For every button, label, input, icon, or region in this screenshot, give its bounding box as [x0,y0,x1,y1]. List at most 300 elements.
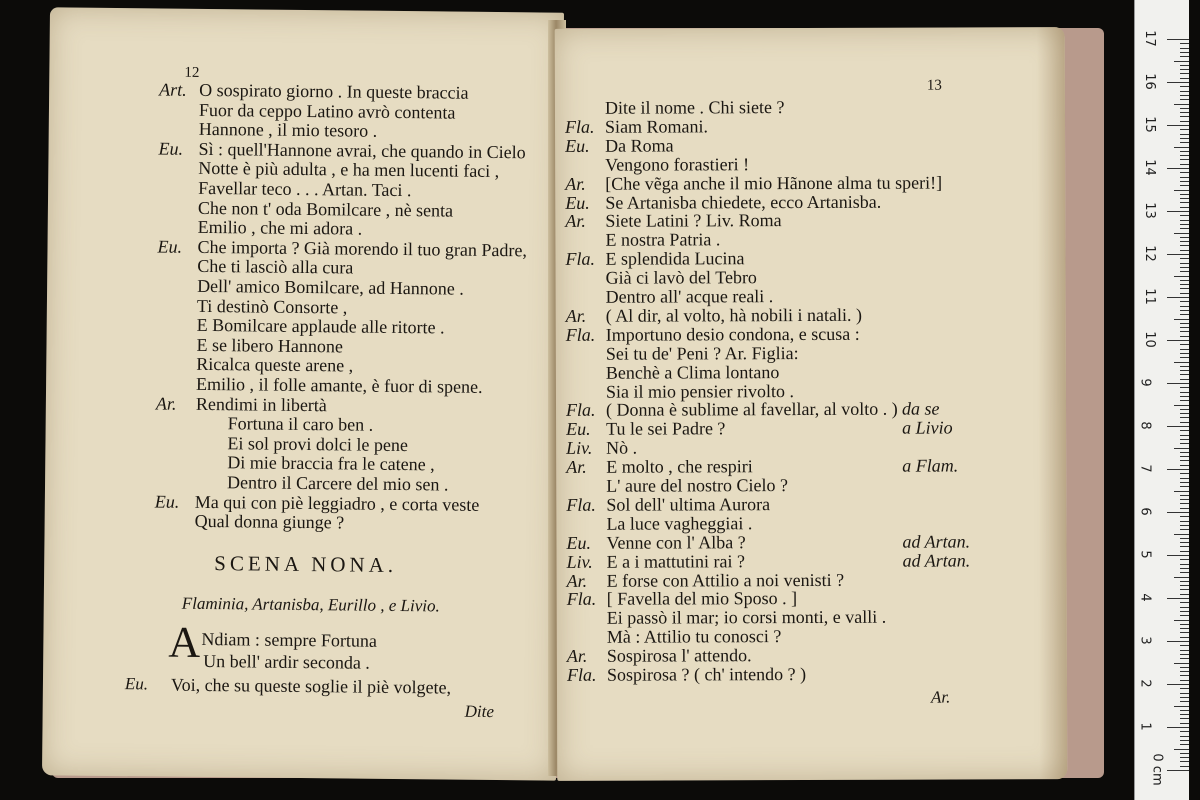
scene-characters: Flaminia, Artanisba, Eurillo , e Livio. [181,593,440,616]
line-text: Siam Romani. [604,116,709,137]
ruler-tick [1180,293,1189,294]
ruler-tick [1180,714,1189,715]
ruler-tick [1167,125,1189,126]
text-line [557,569,1067,591]
ruler-tick [1180,224,1189,225]
ruler-tick [1174,147,1189,148]
line-text: Ei passò il mar; io corsi monti, e valli . [606,607,887,629]
text-line: Voi, che su queste soglie il piè volgete, [170,674,452,698]
ruler-tick [1180,581,1189,582]
ruler-tick [1180,155,1189,156]
ruler-tick [1180,198,1189,199]
speaker-label: Ar. [566,570,588,591]
ruler-tick [1180,43,1189,44]
line-text: Che ti lasciò alla cura [197,256,354,278]
text-line [555,191,1065,213]
ruler-tick [1180,538,1189,539]
text-line [557,550,1067,572]
text-line [45,471,559,495]
ruler-tick [1180,245,1189,246]
line-text: Notte è più adulta , e ha men lucenti faci , [198,158,500,182]
ruler-tick [1180,331,1189,332]
speaker-label: Ar. [565,211,586,232]
measuring-ruler [1134,0,1189,800]
text-line [556,304,1066,326]
ruler-tick [1180,736,1189,737]
text-line [49,119,563,141]
ruler-tick [1167,727,1189,728]
ruler-tick [1180,546,1189,547]
line-text: ( Donna è sublime al favellar, al volto . ) [605,399,898,421]
ruler-tick [1180,241,1189,242]
ruler-label: 7 [1137,464,1153,473]
text-line [46,412,560,435]
speaker-label: Eu. [124,674,149,694]
ruler-tick [1180,516,1189,517]
ruler-tick [1180,263,1189,264]
text-line [557,645,1067,666]
ruler-tick [1180,52,1189,53]
ruler-tick [1167,39,1189,40]
speaker-label: Fla. [566,664,597,685]
ruler-tick [1174,620,1189,621]
ruler-tick [1180,379,1189,380]
speaker-label: Art. [159,79,187,100]
ruler-tick [1180,288,1189,289]
line-text: Emilio , che mi adora . [197,217,363,239]
speaker-label: Liv. [566,437,593,459]
ruler-tick [1180,215,1189,216]
ruler-tick [1180,443,1189,444]
ruler-tick [1180,73,1189,74]
ruler-tick [1180,396,1189,397]
ruler-tick [1180,529,1189,530]
ruler-tick [1180,86,1189,87]
ruler-tick [1180,91,1189,92]
ruler-label: 11 [1141,288,1157,305]
line-text: Ricalca queste arene , [196,354,354,376]
line-text: Venne con l' Alba ? [606,531,746,553]
ruler-tick [1180,306,1189,307]
ruler-tick [1180,413,1189,414]
ruler-tick [1180,237,1189,238]
line-text: Importuno desio condona, e scusa : [605,323,860,345]
ruler-tick [1180,78,1189,79]
ruler-tick [1180,48,1189,49]
ruler-tick [1167,254,1189,255]
text-line [555,172,1065,194]
text-line [46,373,560,397]
left-page [42,7,564,780]
speaker-label: Liv. [566,551,593,572]
text-line [556,475,1066,496]
ruler-tick [1180,159,1189,160]
ruler-label: 12 [1141,245,1157,262]
ruler-tick [1180,271,1189,272]
ruler-tick [1180,151,1189,152]
ruler-tick [1180,495,1189,496]
ruler-tick [1180,551,1189,552]
ruler-tick [1180,654,1189,655]
ruler-tick [1180,349,1189,350]
text-line [557,664,1067,685]
ruler-tick [1180,482,1189,483]
ruler-tick [1180,615,1189,616]
ruler-tick [1180,284,1189,285]
line-text: E se libero Hannone [196,334,344,357]
ruler-tick [1180,314,1189,315]
ruler-tick [1180,108,1189,109]
text-line [557,607,1067,629]
ruler-tick [1180,568,1189,569]
line-text: Sospirosa l' attendo. [606,645,752,666]
line-text: Tu le sei Padre ? [606,418,726,440]
line-text: Sospirosa ? ( ch' intendo ? ) [606,664,807,685]
ruler-tick [1180,611,1189,612]
text-line: Ndiam : sempre Fortuna [201,628,377,651]
line-text: Fuor da ceppo Latino avrò contenta [198,99,456,123]
text-line: Un bell' ardir seconda . [203,650,370,673]
ruler-label: 2 [1137,679,1153,688]
line-text: L' aure del nostro Cielo ? [606,475,789,496]
text-line [556,437,1066,459]
ruler-tick [1180,417,1189,418]
ruler-tick [1174,405,1189,406]
ruler-tick [1174,448,1189,449]
line-text: Se Artanisba chiedete, ecco Artanisba. [605,191,882,213]
text-line [556,286,1066,307]
ruler-tick [1180,761,1189,762]
ruler-tick [1180,439,1189,440]
ruler-tick [1180,185,1189,186]
ruler-tick [1180,624,1189,625]
speaker-label: Eu. [154,491,180,512]
ruler-tick [1167,297,1189,298]
ruler-tick [1180,250,1189,251]
ruler-tick [1180,65,1189,66]
speaker-label: Eu. [158,138,184,159]
line-text: E splendida Lucina [605,248,745,269]
text-line [556,398,1066,421]
line-text: La luce vagheggiai . [606,513,753,534]
ruler-tick [1180,697,1189,698]
text-line [555,248,1065,270]
ruler-tick [1180,589,1189,590]
ruler-tick [1180,645,1189,646]
line-text: Fortuna il caro ben . [227,413,374,435]
ruler-tick [1180,374,1189,375]
ruler-tick [1167,641,1189,642]
line-text: Mà : Attilio tu conosci ? [606,626,782,647]
text-line [556,267,1066,288]
ruler-tick [1180,280,1189,281]
ruler-tick [1180,486,1189,487]
ruler-tick [1167,512,1189,513]
line-text: Siete Latini ? Liv. Roma [605,210,782,232]
ruler-tick [1180,258,1189,259]
ruler-tick [1180,194,1189,195]
text-line [555,97,1065,118]
page-number: 13 [926,77,942,94]
line-text: Sol dell' ultima Aurora [606,494,771,515]
ruler-tick [1180,357,1189,358]
line-text: Che importa ? Già morendo il tuo gran Padre, [197,236,528,261]
ruler-label: 15 [1141,116,1157,133]
ruler-tick [1167,211,1189,212]
right-page [555,27,1068,781]
ruler-tick [1180,452,1189,453]
text-line [556,531,1066,553]
ruler-tick [1174,577,1189,578]
text-line [555,116,1065,137]
speaker-label: Fla. [566,494,596,515]
stage-direction: ad Artan. [902,531,971,552]
ruler-tick [1180,112,1189,113]
text-line [48,217,562,239]
ruler-tick [1174,190,1189,191]
ruler-tick [1180,602,1189,603]
line-text: E forse con Attilio a noi venisti ? [606,569,845,591]
line-text: Benchè a Clima lontano [605,361,780,383]
ruler-tick [1180,164,1189,165]
ruler-tick [1180,142,1189,143]
text-line [556,380,1066,402]
ruler-tick [1180,301,1189,302]
ruler-tick [1180,138,1189,139]
ruler-tick [1180,594,1189,595]
ruler-tick [1180,740,1189,741]
text-line [47,275,561,299]
ruler-tick [1180,478,1189,479]
ruler-tick [1180,585,1189,586]
text-line [47,315,561,338]
ruler-tick [1180,460,1189,461]
speaker-label: Ar. [565,173,586,194]
speaker-label: Ar. [566,645,588,666]
ruler-tick [1180,766,1189,767]
line-text: Dentro il Carcere del mio sen . [226,472,449,495]
ruler-tick [1180,667,1189,668]
text-line [556,513,1066,534]
ruler-tick [1174,319,1189,320]
speaker-label: Eu. [566,419,591,440]
ruler-tick [1167,684,1189,685]
ruler-tick [1180,572,1189,573]
ruler-tick [1180,671,1189,672]
ruler-tick [1174,362,1189,363]
ruler-tick [1180,336,1189,337]
ruler-tick [1180,473,1189,474]
ruler-tick [1180,525,1189,526]
ruler-tick [1180,688,1189,689]
ruler-tick [1174,233,1189,234]
ruler-tick [1180,220,1189,221]
ruler-tick [1180,392,1189,393]
line-text: E molto , che respiri [606,456,753,477]
ruler-tick [1180,121,1189,122]
speaker-label: Eu. [565,192,590,213]
ruler-tick [1167,555,1189,556]
speaker-label: Fla. [565,248,596,270]
ruler-tick [1180,753,1189,754]
ruler-tick [1167,770,1189,771]
ruler-label: 4 [1137,593,1153,602]
line-text: [Che vẽga anche il mio Hãnone alma tu speri!] [605,172,943,194]
ruler-tick [1180,99,1189,100]
line-text: O sospirato giorno . In queste braccia [199,79,469,103]
ruler-label: 16 [1141,73,1157,90]
ruler-tick [1180,202,1189,203]
line-text: Dentro all' acque reali . [605,286,774,307]
line-text: Favellar teco . . . Artan. Taci . [198,177,412,201]
ruler-tick [1180,731,1189,732]
ruler-tick [1167,426,1189,427]
ruler-tick [1180,116,1189,117]
ruler-label: 17 [1141,30,1157,47]
stage-direction: da se [901,398,940,420]
text-line [49,79,563,103]
line-text: Qual donna giunge ? [194,511,345,533]
line-text: Dell' amico Bomilcare, ad Hannone . [197,275,464,299]
catchword: Dite [464,701,495,722]
speaker-label: Fla. [566,589,597,610]
ruler-label: 10 [1141,331,1157,348]
ruler-label: 9 [1137,378,1153,387]
ruler-tick [1167,469,1189,470]
ruler-tick [1174,104,1189,105]
line-text: E a i mattutini rai ? [606,550,746,572]
stage-direction: ad Artan. [902,550,971,571]
ruler-tick [1180,508,1189,509]
ruler-tick [1180,680,1189,681]
line-text: Sia il mio pensier rivolto . [605,380,794,402]
ruler-tick [1174,706,1189,707]
ruler-tick [1180,409,1189,410]
line-text: Dite il nome . Chi siete ? [604,97,785,118]
ruler-tick [1180,628,1189,629]
ruler-label: 14 [1141,159,1157,176]
text-line [556,455,1066,477]
text-line [46,354,560,376]
text-line [555,135,1065,156]
ruler-tick [1180,344,1189,345]
ruler-tick [1180,366,1189,367]
ruler-tick [1180,744,1189,745]
ruler-tick [1180,693,1189,694]
ruler-tick [1180,56,1189,57]
ruler-tick [1167,82,1189,83]
line-text: Di mie braccia fra le catene , [227,452,435,475]
line-text: Hannone , il mio tesoro . [198,119,378,141]
ruler-tick [1180,632,1189,633]
ruler-tick [1180,422,1189,423]
speaker-label: Ar. [565,305,587,326]
line-text: E Bomilcare applaude alle ritorte . [196,315,445,338]
ruler-tick [1180,310,1189,311]
ruler-tick [1180,435,1189,436]
ruler-tick [1180,564,1189,565]
ruler-tick [1180,503,1189,504]
ruler-tick [1174,534,1189,535]
ruler-tick [1180,710,1189,711]
ruler-tick [1180,718,1189,719]
ruler-tick [1174,663,1189,664]
line-text: Ti destinò Consorte , [196,295,348,318]
line-text: Sì : quell'Hannone avrai, che quando in Cielo [198,138,526,163]
page-number: 12 [184,64,200,81]
ruler-tick [1167,383,1189,384]
ruler-tick [1180,430,1189,431]
ruler-tick [1180,650,1189,651]
line-text: Ma qui con piè leggiadro , e corta veste [194,491,480,515]
ruler-tick [1180,370,1189,371]
ruler-tick [1180,757,1189,758]
speaker-label: Ar. [155,393,177,414]
line-text: Già ci lavò del Tebro [605,267,757,288]
ruler-tick [1180,129,1189,130]
speaker-label: Fla. [564,116,595,137]
ruler-tick [1180,499,1189,500]
ruler-tick [1180,134,1189,135]
ruler-label: 3 [1137,636,1153,645]
text-line [556,323,1066,345]
stage-direction: a Livio [902,417,953,438]
scene-heading: SCENA NONA. [214,551,398,577]
ruler-tick [1174,61,1189,62]
ruler-tick [1174,749,1189,750]
ruler-tick [1180,181,1189,182]
line-text: Rendimi in libertà [195,393,327,415]
line-text: Da Roma [605,135,674,156]
ruler-tick [1180,228,1189,229]
line-text: ( Al dir, al volto, hà nobili i natali. ) [605,304,862,326]
ruler-tick [1180,177,1189,178]
ruler-tick [1167,168,1189,169]
line-text: Vengono forastieri ! [605,153,750,175]
ruler-tick [1180,637,1189,638]
line-text: E nostra Patria . [605,229,721,251]
ruler-tick [1180,465,1189,466]
speaker-label: Eu. [157,236,183,257]
ruler-tick [1180,701,1189,702]
catchword: Ar. [930,687,951,707]
ruler-tick [1167,598,1189,599]
ruler-tick [1174,491,1189,492]
text-line [555,229,1065,251]
ruler-tick [1180,327,1189,328]
ruler-tick [1180,387,1189,388]
ruler-label: 1 [1137,722,1153,731]
line-text: [ Favella del mio Sposo . ] [606,588,798,610]
text-line [555,153,1065,175]
text-line [556,494,1066,515]
line-text: Ei sol provi dolci le pene [227,433,409,455]
ruler-tick [1180,69,1189,70]
ruler-tick [1180,675,1189,676]
text-line [556,361,1066,383]
speaker-label: Ar. [566,456,587,477]
ruler-tick [1180,542,1189,543]
speaker-label: Eu. [565,135,590,156]
ruler-label: 6 [1137,507,1153,516]
ruler-label: 5 [1137,550,1153,559]
line-text: Sei tu de' Peni ? Ar. Figlia: [605,342,799,364]
ruler-label: 8 [1137,421,1153,430]
ruler-tick [1180,267,1189,268]
ruler-tick [1180,607,1189,608]
ruler-label: 0 cm [1149,753,1165,786]
ruler-tick [1180,400,1189,401]
